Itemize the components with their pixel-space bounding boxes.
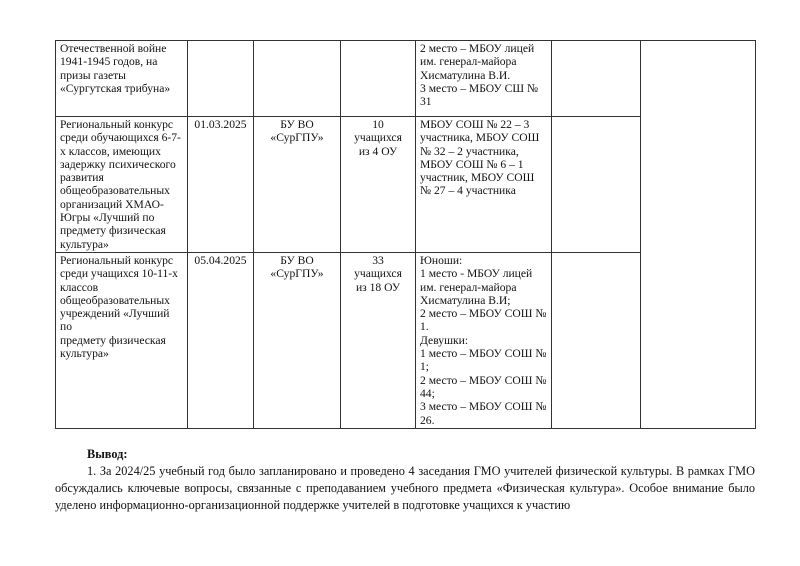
event-participants: 33 учащихся из 18 ОУ [341, 252, 416, 428]
event-date: 05.04.2025 [188, 252, 254, 428]
event-notes [552, 117, 641, 253]
event-name: Отечественной войне 1941-1945 годов, на призы газеты «Сургутская трибуна» [56, 41, 188, 117]
event-name: Региональный конкурс среди учащихся 10-11-х классов общеобразовательных учреждений «Лучший по предмету физическая культура» [56, 252, 188, 428]
event-name: Региональный конкурс среди обучающихся 6-7- х классов, имеющих задержку психического развития общеобразовательных организаций ХМАО- Югры «Лучший по предмету физическая культура» [56, 117, 188, 253]
event-date [188, 41, 254, 117]
event-notes [552, 252, 641, 428]
table-row [56, 41, 756, 117]
event-results: 2 место – МБОУ лицей им. генерал-майора Хисматулина В.И. 3 место – МБОУ СШ № 31 [416, 41, 552, 117]
event-participants: 10 учащихся из 4 ОУ [341, 117, 416, 253]
event-date: 01.03.2025 [188, 117, 254, 253]
event-results: МБОУ СОШ № 22 – 3 участника, МБОУ СОШ № 32 – 2 участника, МБОУ СОШ № 6 – 1 участник, МБОУ СОШ № 27 – 4 участника [416, 117, 552, 253]
merged-cell [641, 41, 756, 429]
event-organizer [254, 41, 341, 117]
event-notes [552, 41, 641, 117]
conclusion-section [55, 446, 755, 514]
conclusion-text: 1. За 2024/25 учебный год было запланировано и проведено 4 заседания ГМО учителей физической культуры. В рамках ГМО обсуждались ключевые вопросы, связанные с преподаванием учебного предмета «Физическая культура». Особое внимание было уделено информационно-организационной поддержке учителей в подготовке учащихся к участию [55, 464, 755, 512]
event-results: Юноши: 1 место - МБОУ лицей им. генерал-майора Хисматулина В.И; 2 место – МБОУ СОШ № 1. Девушки: 1 место – МБОУ СОШ № 1; 2 место – МБОУ СОШ № 44; 3 место – МБОУ СОШ № 26. [416, 252, 552, 428]
events-table [55, 40, 756, 429]
conclusion-heading: Вывод: [87, 447, 128, 461]
event-participants [341, 41, 416, 117]
event-organizer: БУ ВО «СурГПУ» [254, 252, 341, 428]
event-organizer: БУ ВО «СурГПУ» [254, 117, 341, 253]
